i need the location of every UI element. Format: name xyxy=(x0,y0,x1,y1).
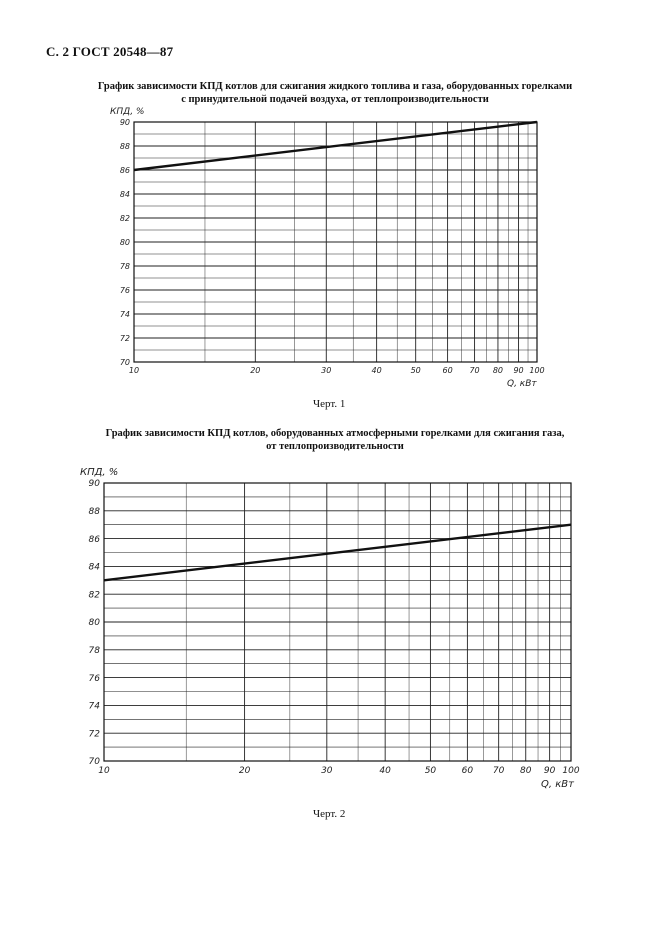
chart2-caption: Черт. 2 xyxy=(313,808,346,820)
x-tick-label: 20 xyxy=(250,366,261,375)
x-tick-label: 50 xyxy=(424,766,437,776)
y-tick-label: 80 xyxy=(88,618,100,629)
x-tick-label: 100 xyxy=(562,766,580,776)
y-tick-label: 90 xyxy=(88,479,100,490)
x-tick-label: 30 xyxy=(321,766,333,776)
chart1-title-line1: График зависимости КПД котлов для сжигания жидкого топлива и газа, оборудованных горелками xyxy=(97,81,573,92)
x-tick-label: 60 xyxy=(442,366,453,375)
y-tick-label: 88 xyxy=(119,141,130,151)
y-tick-label: 82 xyxy=(88,590,100,601)
y-tick-label: 90 xyxy=(119,117,130,127)
x-tick-label: 40 xyxy=(371,366,382,375)
y-tick-label: 86 xyxy=(88,534,100,545)
y-tick-label: 82 xyxy=(119,213,130,223)
y-tick-label: 88 xyxy=(88,506,100,517)
y-tick-label: 72 xyxy=(119,333,130,343)
x-axis-label: Q, кВт xyxy=(507,379,537,389)
y-tick-label: 84 xyxy=(119,189,130,199)
page-header: С. 2 ГОСТ 20548—87 xyxy=(46,44,174,59)
x-tick-label: 30 xyxy=(321,366,332,375)
chart1-caption: Черт. 1 xyxy=(313,398,346,410)
y-tick-label: 78 xyxy=(88,645,100,656)
y-tick-label: 70 xyxy=(88,757,100,768)
y-tick-label: 76 xyxy=(88,673,100,684)
x-tick-label: 70 xyxy=(492,766,505,776)
x-tick-label: 70 xyxy=(469,366,480,375)
y-tick-label: 76 xyxy=(119,285,130,295)
chart2-title-line1: График зависимости КПД котлов, оборудованных атмосферными горелками для сжигания газа, xyxy=(105,428,565,439)
y-tick-label: 78 xyxy=(119,261,130,271)
y-tick-label: 86 xyxy=(119,165,130,175)
x-tick-label: 40 xyxy=(379,766,391,776)
y-tick-label: 74 xyxy=(119,309,130,319)
chart1-title-line2: с принудительной подачей воздуха, от теплопроизводительности xyxy=(181,94,489,105)
x-tick-label: 80 xyxy=(520,766,532,776)
x-tick-label: 10 xyxy=(98,766,110,776)
y-tick-label: 74 xyxy=(88,701,100,712)
x-tick-label: 100 xyxy=(529,366,545,375)
x-tick-label: 90 xyxy=(513,366,524,375)
x-axis-label: Q, кВт xyxy=(541,779,574,790)
y-tick-label: 84 xyxy=(88,562,100,573)
x-tick-label: 20 xyxy=(238,766,251,776)
y-axis-label: КПД, % xyxy=(110,107,145,117)
chart2-title-line2: от теплопроизводительности xyxy=(266,441,404,452)
x-tick-label: 60 xyxy=(461,766,474,776)
y-tick-label: 70 xyxy=(119,357,130,367)
y-tick-label: 72 xyxy=(88,729,100,740)
y-tick-label: 80 xyxy=(119,237,130,247)
x-tick-label: 90 xyxy=(543,766,556,776)
x-tick-label: 50 xyxy=(410,366,421,375)
y-axis-label: КПД, % xyxy=(80,467,119,478)
x-tick-label: 80 xyxy=(492,366,504,375)
x-tick-label: 10 xyxy=(128,366,140,375)
